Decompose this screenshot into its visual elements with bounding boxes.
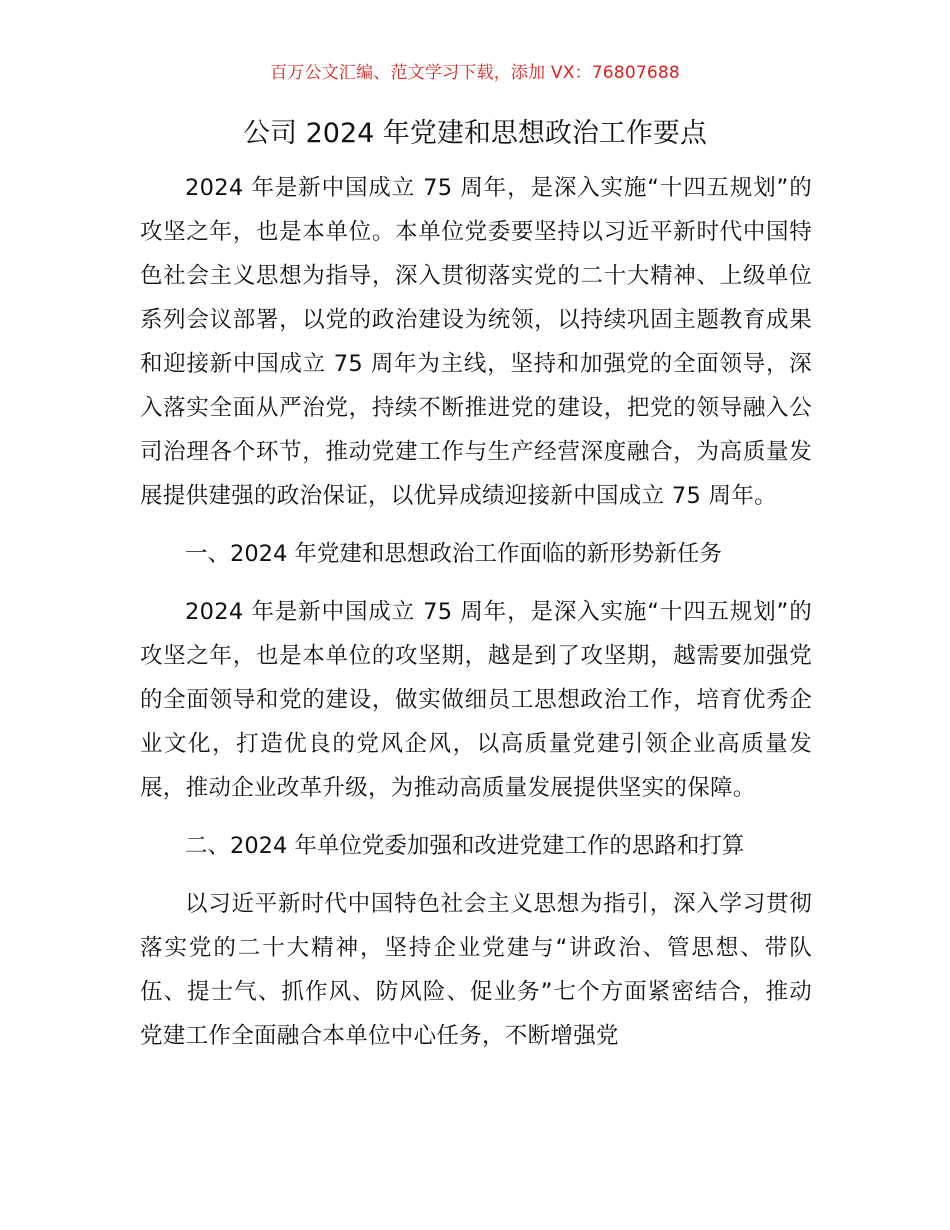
- body-paragraph-section-2: 以习近平新时代中国特色社会主义思想为指引，深入学习贯彻落实党的二十大精神，坚持企业党建与“讲政治、管思想、带队伍、提士气、抓作风、防风险、促业务”七个方面紧密结合，推动党建工作全面融合本单位中心任务，不断增强党: [140, 891, 812, 1049]
- body-paragraph-intro: 2024 年是新中国成立 75 周年，是深入实施“十四五规划”的攻坚之年，也是本单位。本单位党委要坚持以习近平新时代中国特色社会主义思想为指导，深入贯彻落实党的二十大精神、上级单位系列会议部署，以党的政治建设为统领，以持续巩固主题教育成果和迎接新中国成立 75 周年为主线，坚持和加强党的全面领导，深入落实全面从严治党，持续不断推进党的建设，把党的领导融入公司治理各个环节，推动党建工作与生产经营深度融合，为高质量发展提供建强的政治保证，以优异成绩迎接新中国成立 75 周年。: [140, 175, 812, 509]
- document-title: 公司 2024 年党建和思想政治工作要点: [243, 118, 707, 149]
- section-heading-1: 一、2024 年党建和思想政治工作面临的新形势新任务: [185, 541, 722, 567]
- header-watermark-note: 百万公文汇编、范文学习下载，添加 VX：76807688: [270, 63, 680, 83]
- body-paragraph-section-1: 2024 年是新中国成立 75 周年，是深入实施“十四五规划”的攻坚之年，也是本单位的攻坚期，越是到了攻坚期，越需要加强党的全面领导和党的建设，做实做细员工思想政治工作，培育优秀企业文化，打造优良的党风企风，以高质量党建引领企业高质量发展，推动企业改革升级，为推动高质量发展提供坚实的保障。: [140, 599, 812, 801]
- section-heading-2: 二、2024 年单位党委加强和改进党建工作的思路和打算: [185, 833, 745, 859]
- document-body: [140, 166, 812, 1058]
